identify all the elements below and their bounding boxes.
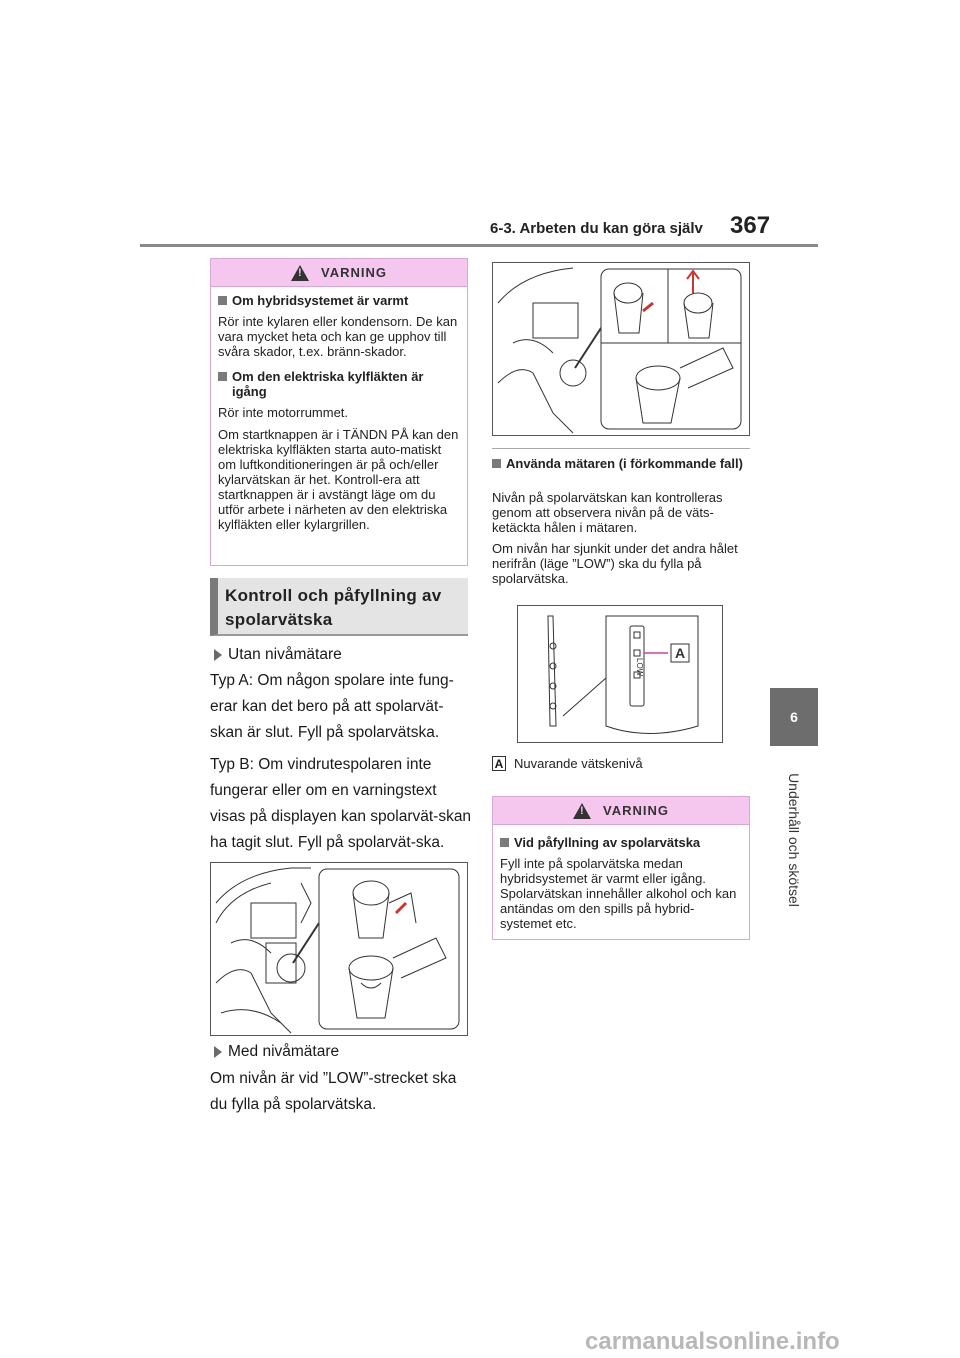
- square-bullet-icon: [218, 296, 227, 305]
- gauge-callout: A: [674, 645, 686, 661]
- engine-bay-figure-with-gauge: [492, 262, 750, 436]
- without-gauge-text: Typ A: Om någon spolare inte fung-erar kan det bero på att spolarvät-skan är slut. Fyll på spolarvätska. Typ B: Om vindrutespolaren inte fungerar eller om en varningstext visas på displayen kan spolarvät-skan ha tagit slut. Fyll på spolarvät-ska.: [210, 672, 472, 851]
- square-bullet-icon: [500, 838, 509, 847]
- chapter-label: [780, 760, 808, 920]
- warning-subheading: Om hybridsystemet är varmt: [218, 293, 460, 308]
- bullet-without-gauge: Utan nivåmätare: [214, 646, 342, 664]
- using-gauge-heading: Använda mätaren (i förkommande fall): [492, 456, 750, 471]
- page-number: 367: [730, 212, 771, 239]
- gauge-figure: [517, 605, 723, 743]
- triangle-bullet-icon: [214, 649, 222, 661]
- legend: [492, 756, 643, 771]
- chapter-title: Underhåll och skötsel: [786, 773, 802, 907]
- divider-rule: [492, 448, 750, 449]
- section-title: 6-3. Arbeten du kan göra själv: [490, 220, 703, 237]
- warning-paragraph: Rör inte kylaren eller kondensorn. De kan vara mycket heta och kan ge upphov till svåra skador, t.ex. bränn-skador.: [218, 314, 458, 359]
- header-rule: [140, 244, 818, 247]
- triangle-bullet-icon: [214, 1046, 222, 1058]
- using-gauge-text: Nivån på spolarvätskan kan kontrolleras genom att observera nivån på de väts-ketäckta hålen i mätaren. Om nivån har sjunkit under det andra hålet nerifrån (läge ”LOW”) ska du fylla på spolarvätska.: [492, 490, 738, 586]
- warning-box-washer-fluid: [492, 796, 750, 940]
- bullet-with-gauge: Med nivåmätare: [214, 1043, 339, 1061]
- engine-bay-illustration: [211, 863, 467, 1035]
- gauge-illustration: [518, 606, 722, 742]
- chapter-tab: 6: [770, 688, 818, 746]
- section-heading: Kontroll och påfyllning av spolarvätska: [210, 578, 468, 636]
- warning-header: [211, 259, 467, 287]
- warning-subheading: Om den elektriska kylfläkten är igång: [218, 369, 460, 399]
- warning-paragraph: Om startknappen är i TÄNDN PÅ kan den elektriska kylfläkten starta auto-matiskt om luftkonditioneringen är på och/eller kylarvätskan är het. Kontroll-era att startknappen är i avstängt läge om du utför arbete i närheten av den elektriska kylfläkten eller kylargrillen.: [218, 427, 459, 532]
- warning-subheading: Vid påfyllning av spolarvätska: [500, 835, 742, 850]
- legend-key: A: [492, 756, 506, 771]
- square-bullet-icon: [218, 372, 227, 381]
- warning-icon: [291, 265, 309, 281]
- warning-body: [493, 825, 749, 931]
- square-bullet-icon: [492, 459, 501, 468]
- warning-body: [211, 287, 467, 532]
- with-gauge-text: Om nivån är vid ”LOW”-strecket ska du fylla på spolarvätska.: [210, 1070, 457, 1113]
- warning-title: VARNING: [603, 803, 669, 818]
- watermark: carmanualsonline.info: [585, 1328, 840, 1355]
- warning-header: [493, 797, 749, 825]
- engine-bay-figure: [210, 862, 468, 1036]
- warning-icon: [573, 803, 591, 819]
- legend-text: Nuvarande vätskenivå: [514, 756, 643, 771]
- warning-paragraph: Rör inte motorrummet.: [218, 405, 349, 420]
- warning-box-hot-system: [210, 258, 468, 566]
- warning-title: VARNING: [321, 265, 387, 280]
- gauge-low-label: LOW: [635, 658, 644, 677]
- engine-bay-gauge-illustration: [493, 263, 749, 435]
- warning-paragraph: Fyll inte på spolarvätska medan hybridsystemet är varmt eller igång. Spolarvätskan innehåller alkohol och kan antändas om den spills på hybrid-systemet etc.: [500, 856, 737, 931]
